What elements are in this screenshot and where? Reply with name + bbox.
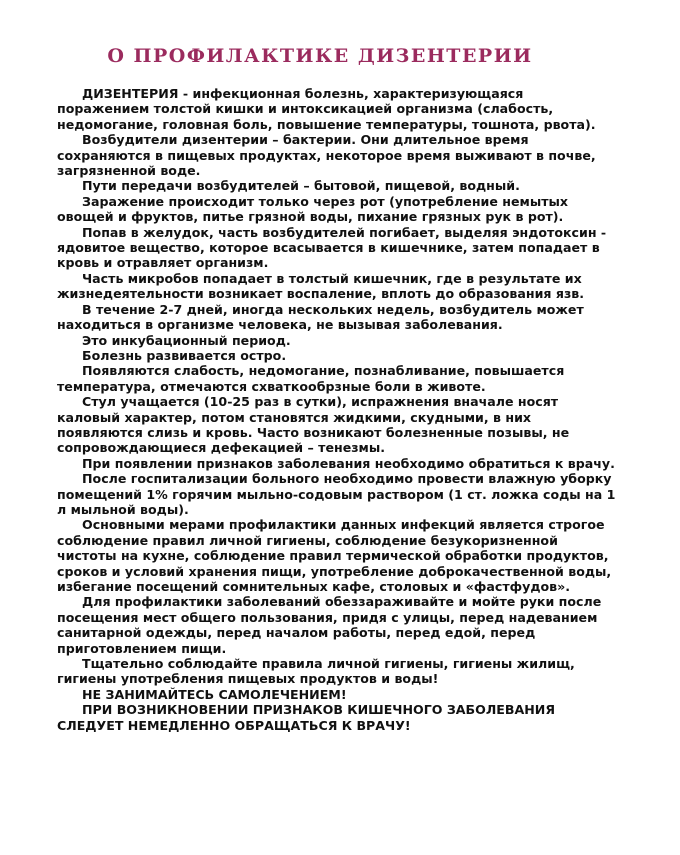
paragraph: Болезнь развивается остро. <box>82 347 287 363</box>
paragraph: Стул учащается (10-25 раз в сутки), испражнения вначале носят каловый характер, потом становятся жидкими, скудными, в них появляются слизь и кровь. Часто возникают болезненные позывы, не сопровождающиеся дефекацией – тенезмы. <box>57 394 570 456</box>
paragraph: Попав в желудок, часть возбудителей погибает, выделяя эндотоксин - ядовитое вещество, которое всасывается в кишечнике, затем попадает в кровь и отравляет организм. <box>57 224 607 271</box>
document-body <box>57 86 617 733</box>
paragraph: Для профилактики заболеваний обеззараживайте и мойте руки после посещения мест общего пользования, придя с улицы, перед надеванием санитарной одежды, перед началом работы, перед едой, перед приготовлением пищи. <box>57 594 602 656</box>
paragraph: Часть микробов попадает в толстый кишечник, где в результате их жизнедеятельности возникает воспаление, вплоть до образования язв. <box>57 270 585 302</box>
warning-self-treatment: НЕ ЗАНИМАЙТЕСЬ САМОЛЕЧЕНИЕМ! <box>82 686 347 702</box>
warning-see-doctor: ПРИ ВОЗНИКНОВЕНИИ ПРИЗНАКОВ КИШЕЧНОГО ЗАБОЛЕВАНИЯ СЛЕДУЕТ НЕМЕДЛЕННО ОБРАЩАТЬСЯ К ВРАЧУ! <box>57 702 556 733</box>
paragraph: После госпитализации больного необходимо провести влажную уборку помещений 1% горячим мыльно-содовым раствором (1 ст. ложка соды на 1 л мыльной воды). <box>57 471 616 517</box>
paragraph: ДИЗЕНТЕРИЯ - инфекционная болезнь, характеризующаяся поражением толстой кишки и интоксикацией организма (слабость, недомогание, головная боль, повышение температуры, тошнота, рвота). <box>57 86 596 132</box>
paragraph: В течение 2-7 дней, иногда нескольких недель, возбудитель может находиться в организме человека, не вызывая заболевания. <box>57 301 584 333</box>
document-title: О ПРОФИЛАКТИКЕ ДИЗЕНТЕРИИ <box>107 45 533 67</box>
paragraph: Тщательно соблюдайте правила личной гигиены, гигиены жилищ, гигиены употребления пищевых продуктов и воды! <box>57 656 575 687</box>
paragraph: Основными мерами профилактики данных инфекций является строгое соблюдение правил личной гигиены, соблюдение безукоризненной чистоты на кухне, соблюдение правил термической обработки продуктов, сроков и условий хранения пищи, употребление доброкачественной воды, избегание посещений сомнительных кафе, столовых и «фастфудов». <box>57 517 612 594</box>
paragraph: Возбудители дизентерии – бактерии. Они длительное время сохраняются в пищевых продуктах, некоторое время выживают в почве, загрязненной воде. <box>57 132 596 179</box>
paragraph: Это инкубационный период. <box>82 332 291 348</box>
paragraph: Появляются слабость, недомогание, познабливание, повышается температура, отмечаются схваткообрзные боли в животе. <box>57 363 565 394</box>
paragraph: Заражение происходит только через рот (употребление немытых овощей и фруктов, питье грязной воды, пихание грязных рук в рот). <box>57 193 569 225</box>
paragraph: При появлении признаков заболевания необходимо обратиться к врачу. <box>82 455 615 471</box>
paragraph: Пути передачи возбудителей – бытовой, пищевой, водный. <box>82 178 520 194</box>
